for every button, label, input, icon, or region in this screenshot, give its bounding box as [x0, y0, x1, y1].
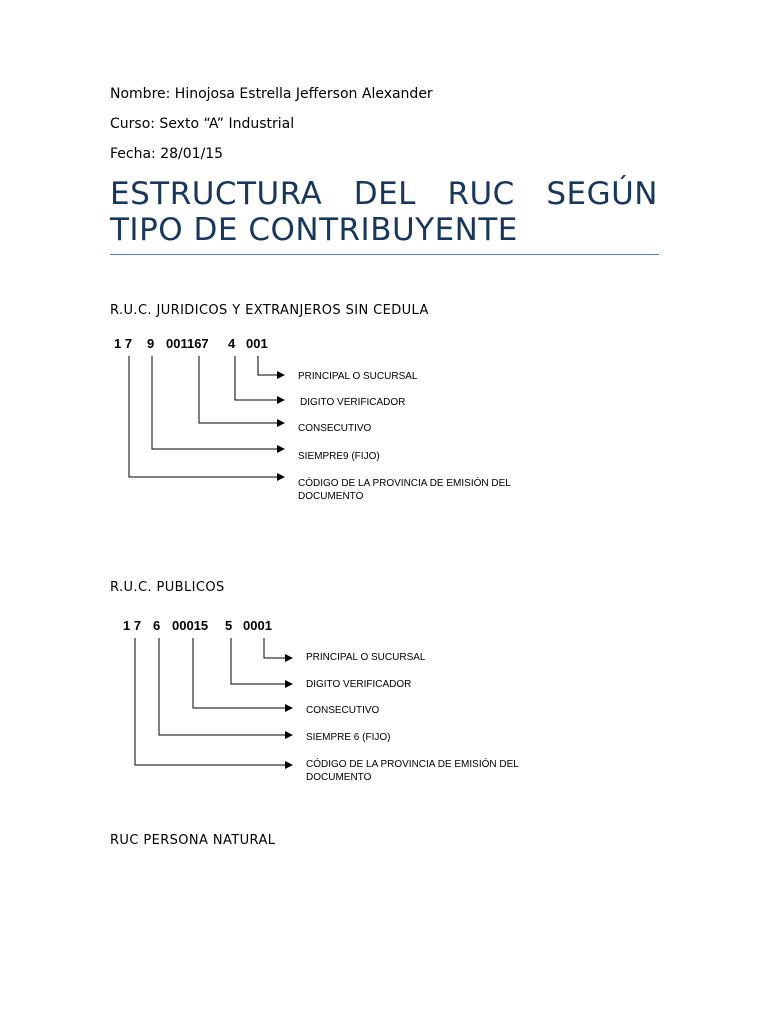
ruc-part-branch: 0001: [243, 618, 272, 633]
ruc-part-consecutive: 001167: [166, 336, 209, 351]
title-word: DEL: [353, 176, 416, 212]
ruc-part-province: 1 7: [123, 618, 142, 633]
ruc-part-fixed: 9: [147, 336, 155, 351]
connector-check-digit: [231, 638, 292, 684]
label-province: CÓDIGO DE LA PROVINCIA DE EMISIÓN DEL: [298, 478, 511, 489]
student-name: Nombre: Hinojosa Estrella Jefferson Alexander: [110, 86, 433, 102]
label-province-cont: DOCUMENTO: [306, 772, 372, 783]
label-branch: PRINCIPAL O SUCURSAL: [298, 371, 418, 382]
label-fixed: SIEMPRE 6 (FIJO): [306, 732, 391, 743]
ruc-part-consecutive: 00015: [172, 618, 209, 633]
connector-fixed: [159, 638, 292, 735]
section-heading-persona-natural: RUC PERSONA NATURAL: [110, 833, 276, 848]
label-province-cont: DOCUMENTO: [298, 491, 364, 502]
ruc-part-check-digit: 4: [228, 336, 236, 351]
ruc-part-province: 1 7: [114, 336, 133, 351]
document-title-line-2: TIPO DE CONTRIBUYENTE: [110, 212, 518, 248]
section-heading-juridicos: R.U.C. JURIDICOS Y EXTRANJEROS SIN CEDULA: [110, 303, 429, 318]
label-fixed: SIEMPRE9 (FIJO): [298, 451, 380, 462]
title-word: SEGÚN: [546, 176, 658, 212]
ruc-part-fixed: 6: [153, 618, 161, 633]
label-province: CÓDIGO DE LA PROVINCIA DE EMISIÓN DEL: [306, 759, 519, 770]
label-branch: PRINCIPAL O SUCURSAL: [306, 652, 426, 663]
ruc-part-branch: 001: [246, 336, 268, 351]
title-word: RUC: [447, 176, 515, 212]
label-check-digit: DIGITO VERIFICADOR: [306, 679, 412, 690]
connector-consecutive: [193, 638, 292, 708]
label-consecutive: CONSECUTIVO: [306, 705, 380, 716]
title-word: ESTRUCTURA: [110, 176, 323, 212]
label-consecutive: CONSECUTIVO: [298, 423, 372, 434]
date: Fecha: 28/01/15: [110, 146, 224, 162]
label-check-digit: DIGITO VERIFICADOR: [300, 397, 406, 408]
connector-branch: [264, 638, 292, 658]
section-heading-publicos: R.U.C. PUBLICOS: [110, 580, 225, 595]
course: Curso: Sexto “A” Industrial: [110, 116, 295, 132]
ruc-part-check-digit: 5: [225, 618, 233, 633]
